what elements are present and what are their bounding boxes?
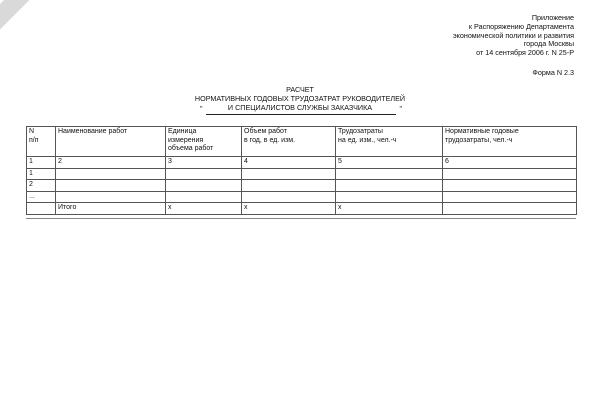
appendix-line: к Распоряжению Департамента [468,21,574,31]
watermark-text: NoNumber.ru [2,19,52,70]
table-cell [336,191,443,203]
header-cell: N п/п [27,127,56,157]
title-line: РАСЧЕТ [286,85,314,94]
table-cell: 1 [27,157,56,169]
table-header-row [27,127,577,157]
quote-open: " [200,104,203,113]
title-line: И СПЕЦИАЛИСТОВ СЛУЖБЫ ЗАКАЗЧИКА [227,102,373,112]
customer-name-blank [200,106,402,116]
table-cell [443,180,577,192]
table-cell [27,203,56,215]
table-cell [336,180,443,192]
appendix-line: экономической политики и развития [452,30,574,40]
table-cell: 1 [27,168,56,180]
table-cell: 4 [242,157,336,169]
table-cell [56,168,166,180]
table-cell: ... [27,191,56,203]
header-cell: Единица измерения объема работ [166,127,242,157]
table-row [27,168,577,180]
table-cell: x [166,203,242,215]
table-cell: 3 [166,157,242,169]
appendix-line: города Москвы [523,39,574,49]
table-cell: 2 [27,180,56,192]
table-cell [166,168,242,180]
table-cell [242,180,336,192]
table-cell [242,168,336,180]
header-cell: Объем работ в год, в ед. изм. [242,127,336,157]
quote-close: " [399,104,402,113]
table-cell [166,191,242,203]
header-cell: Наименование работ [56,127,166,157]
table-cell: x [242,203,336,215]
header-cell: Трудозатраты на ед. изм., чел.-ч [336,127,443,157]
table-cell: 2 [56,157,166,169]
watermark-ribbon [0,0,99,37]
appendix-line: от 14 сентября 2006 г. N 25-Р [476,48,574,58]
table-cell [336,168,443,180]
table-cell [56,191,166,203]
table-row [27,157,577,169]
form-number: Форма N 2.3 [532,68,574,77]
table-total-row [27,203,577,215]
appendix-line: Приложение [531,13,574,22]
blank-line [206,114,396,115]
table-cell: 6 [443,157,577,169]
appendix-block [354,14,574,58]
table-cell [56,180,166,192]
table-cell [443,168,577,180]
calculation-table [26,126,577,215]
table-cell: 5 [336,157,443,169]
table-row [27,191,577,203]
page-divider [26,218,576,219]
title-line: НОРМАТИВНЫХ ГОДОВЫХ ТРУДОЗАТРАТ РУКОВОДИТЕЛЕЙ [194,93,406,103]
table-cell [443,203,577,215]
table-row [27,180,577,192]
table-cell: x [336,203,443,215]
header-cell: Нормативные годовые трудозатраты, чел.-ч [443,127,577,157]
table-cell [166,180,242,192]
table-cell [443,191,577,203]
table-cell [242,191,336,203]
table-cell: Итого [56,203,166,215]
watermark [2,6,156,70]
